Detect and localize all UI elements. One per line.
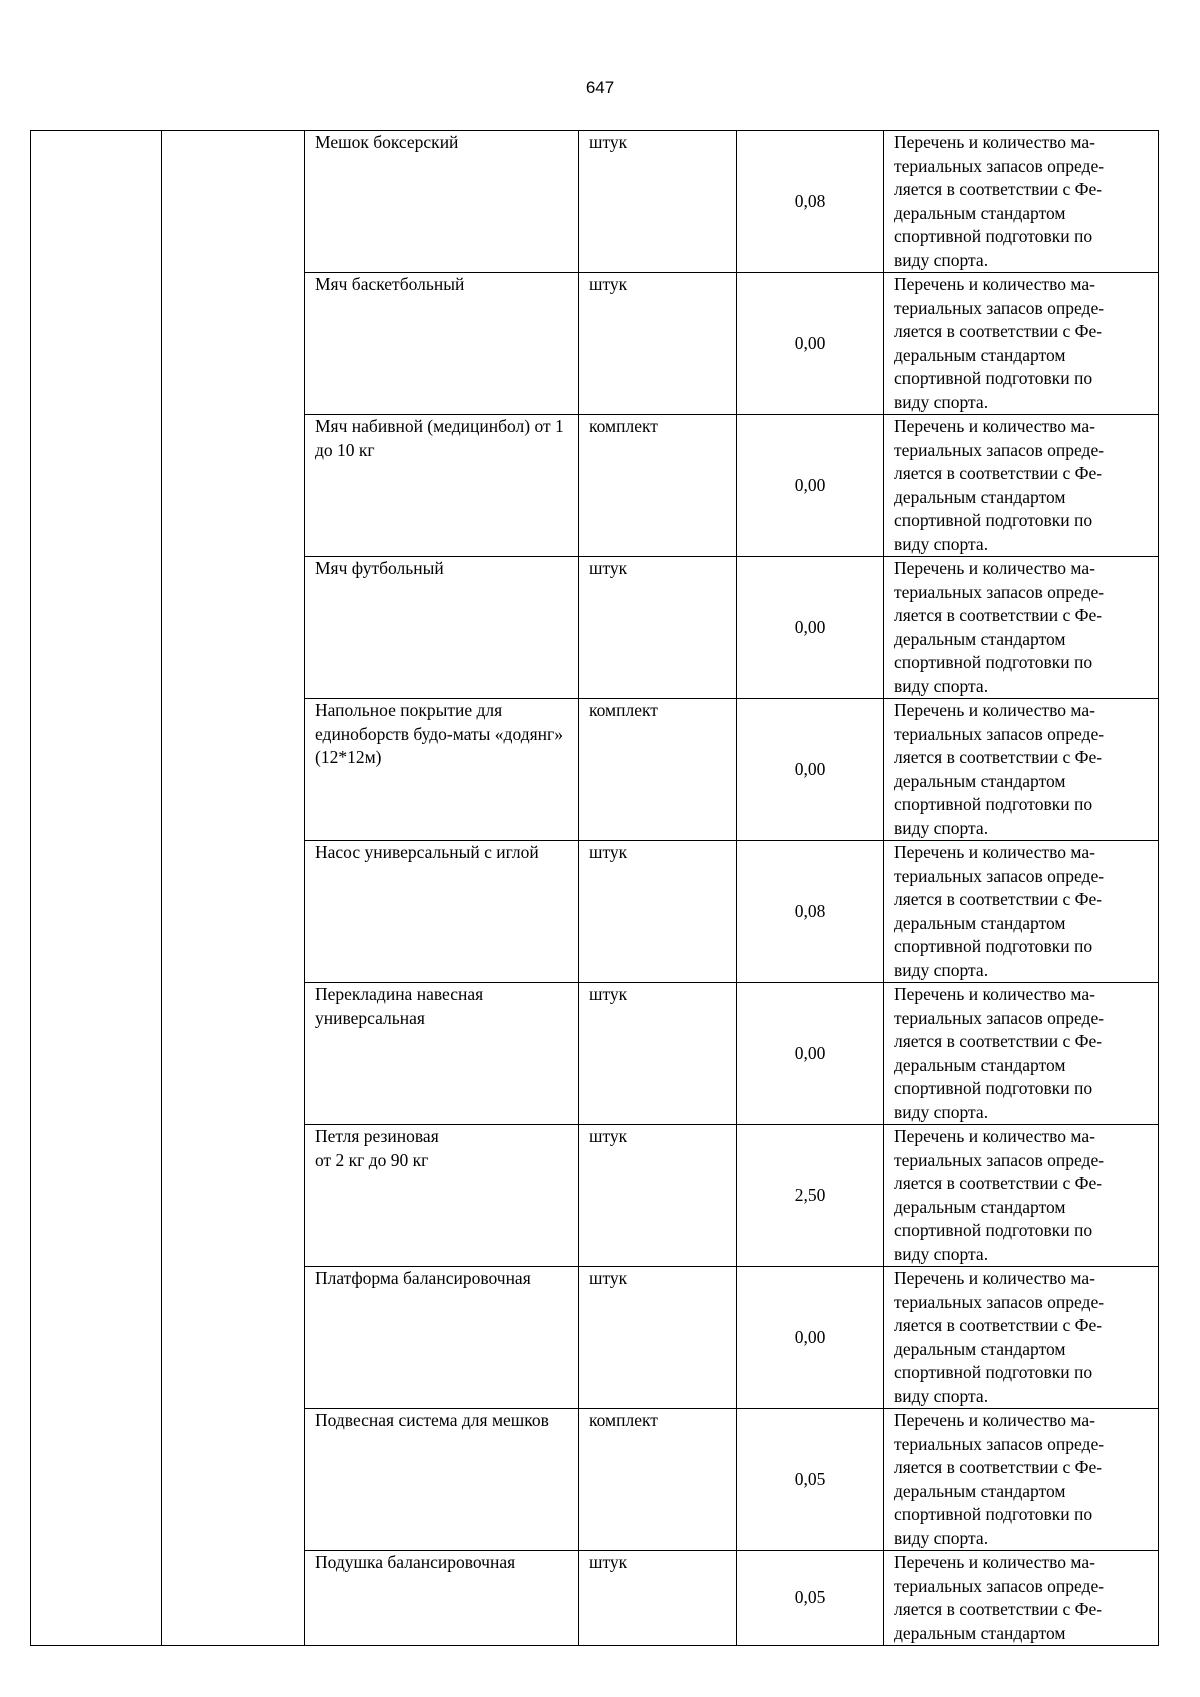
table-body [31, 131, 1159, 1646]
unit-cell: штук [579, 983, 737, 1125]
unit-cell: комплект [579, 1409, 737, 1551]
note-cell: Перечень и количество ма- териальных запасов опреде- ляется в соответствии с Фе- деральным стандартом спортивной подготовки по виду спорта. [884, 415, 1159, 557]
note-cell: Перечень и количество ма- териальных запасов опреде- ляется в соответствии с Фе- деральным стандартом спортивной подготовки по виду спорта. [884, 131, 1159, 273]
item-name-cell: Мяч баскетбольный [305, 273, 579, 415]
quantity-cell: 0,05 [737, 1409, 884, 1551]
item-name-cell: Петля резиновая от 2 кг до 90 кг [305, 1125, 579, 1267]
unit-cell: комплект [579, 415, 737, 557]
unit-cell: штук [579, 1125, 737, 1267]
note-cell: Перечень и количество ма- териальных запасов опреде- ляется в соответствии с Фе- деральным стандартом спортивной подготовки по виду спорта. [884, 557, 1159, 699]
quantity-cell: 0,00 [737, 699, 884, 841]
item-name-cell: Насос универсальный с иглой [305, 841, 579, 983]
item-name-cell: Перекладина навесная универсальная [305, 983, 579, 1125]
blank-column-2 [162, 131, 305, 1646]
note-cell: Перечень и количество ма- териальных запасов опреде- ляется в соответствии с Фе- деральным стандартом спортивной подготовки по виду спорта. [884, 983, 1159, 1125]
item-name-cell: Подушка балансировочная [305, 1551, 579, 1646]
quantity-cell: 0,00 [737, 1267, 884, 1409]
note-cell: Перечень и количество ма- териальных запасов опреде- ляется в соответствии с Фе- деральным стандартом спортивной подготовки по виду спорта. [884, 1409, 1159, 1551]
note-cell: Перечень и количество ма- териальных запасов опреде- ляется в соответствии с Фе- деральным стандартом [884, 1551, 1159, 1646]
unit-cell: штук [579, 557, 737, 699]
unit-cell: штук [579, 273, 737, 415]
unit-cell: штук [579, 1267, 737, 1409]
page-number: 647 [585, 78, 615, 97]
item-name-cell: Мяч набивной (медицинбол) от 1 до 10 кг [305, 415, 579, 557]
quantity-cell: 0,05 [737, 1551, 884, 1646]
item-name-cell: Подвесная система для мешков [305, 1409, 579, 1551]
note-cell: Перечень и количество ма- териальных запасов опреде- ляется в соответствии с Фе- деральным стандартом спортивной подготовки по виду спорта. [884, 699, 1159, 841]
unit-cell: штук [579, 131, 737, 273]
equipment-table [30, 130, 1159, 1646]
quantity-cell: 0,08 [737, 131, 884, 273]
quantity-cell: 0,08 [737, 841, 884, 983]
blank-column-1 [31, 131, 162, 1646]
item-name-cell: Мешок боксерский [305, 131, 579, 273]
unit-cell: штук [579, 841, 737, 983]
item-name-cell: Мяч футбольный [305, 557, 579, 699]
note-cell: Перечень и количество ма- териальных запасов опреде- ляется в соответствии с Фе- деральным стандартом спортивной подготовки по виду спорта. [884, 1267, 1159, 1409]
quantity-cell: 0,00 [737, 273, 884, 415]
unit-cell: штук [579, 1551, 737, 1646]
quantity-cell: 2,50 [737, 1125, 884, 1267]
note-cell: Перечень и количество ма- териальных запасов опреде- ляется в соответствии с Фе- деральным стандартом спортивной подготовки по виду спорта. [884, 1125, 1159, 1267]
quantity-cell: 0,00 [737, 415, 884, 557]
quantity-cell: 0,00 [737, 557, 884, 699]
table-row [31, 131, 1159, 273]
unit-cell: комплект [579, 699, 737, 841]
quantity-cell: 0,00 [737, 983, 884, 1125]
item-name-cell: Платформа балансировочная [305, 1267, 579, 1409]
note-cell: Перечень и количество ма- териальных запасов опреде- ляется в соответствии с Фе- деральным стандартом спортивной подготовки по виду спорта. [884, 273, 1159, 415]
note-cell: Перечень и количество ма- териальных запасов опреде- ляется в соответствии с Фе- деральным стандартом спортивной подготовки по виду спорта. [884, 841, 1159, 983]
item-name-cell: Напольное покрытие для единоборств будо-маты «додянг» (12*12м) [305, 699, 579, 841]
